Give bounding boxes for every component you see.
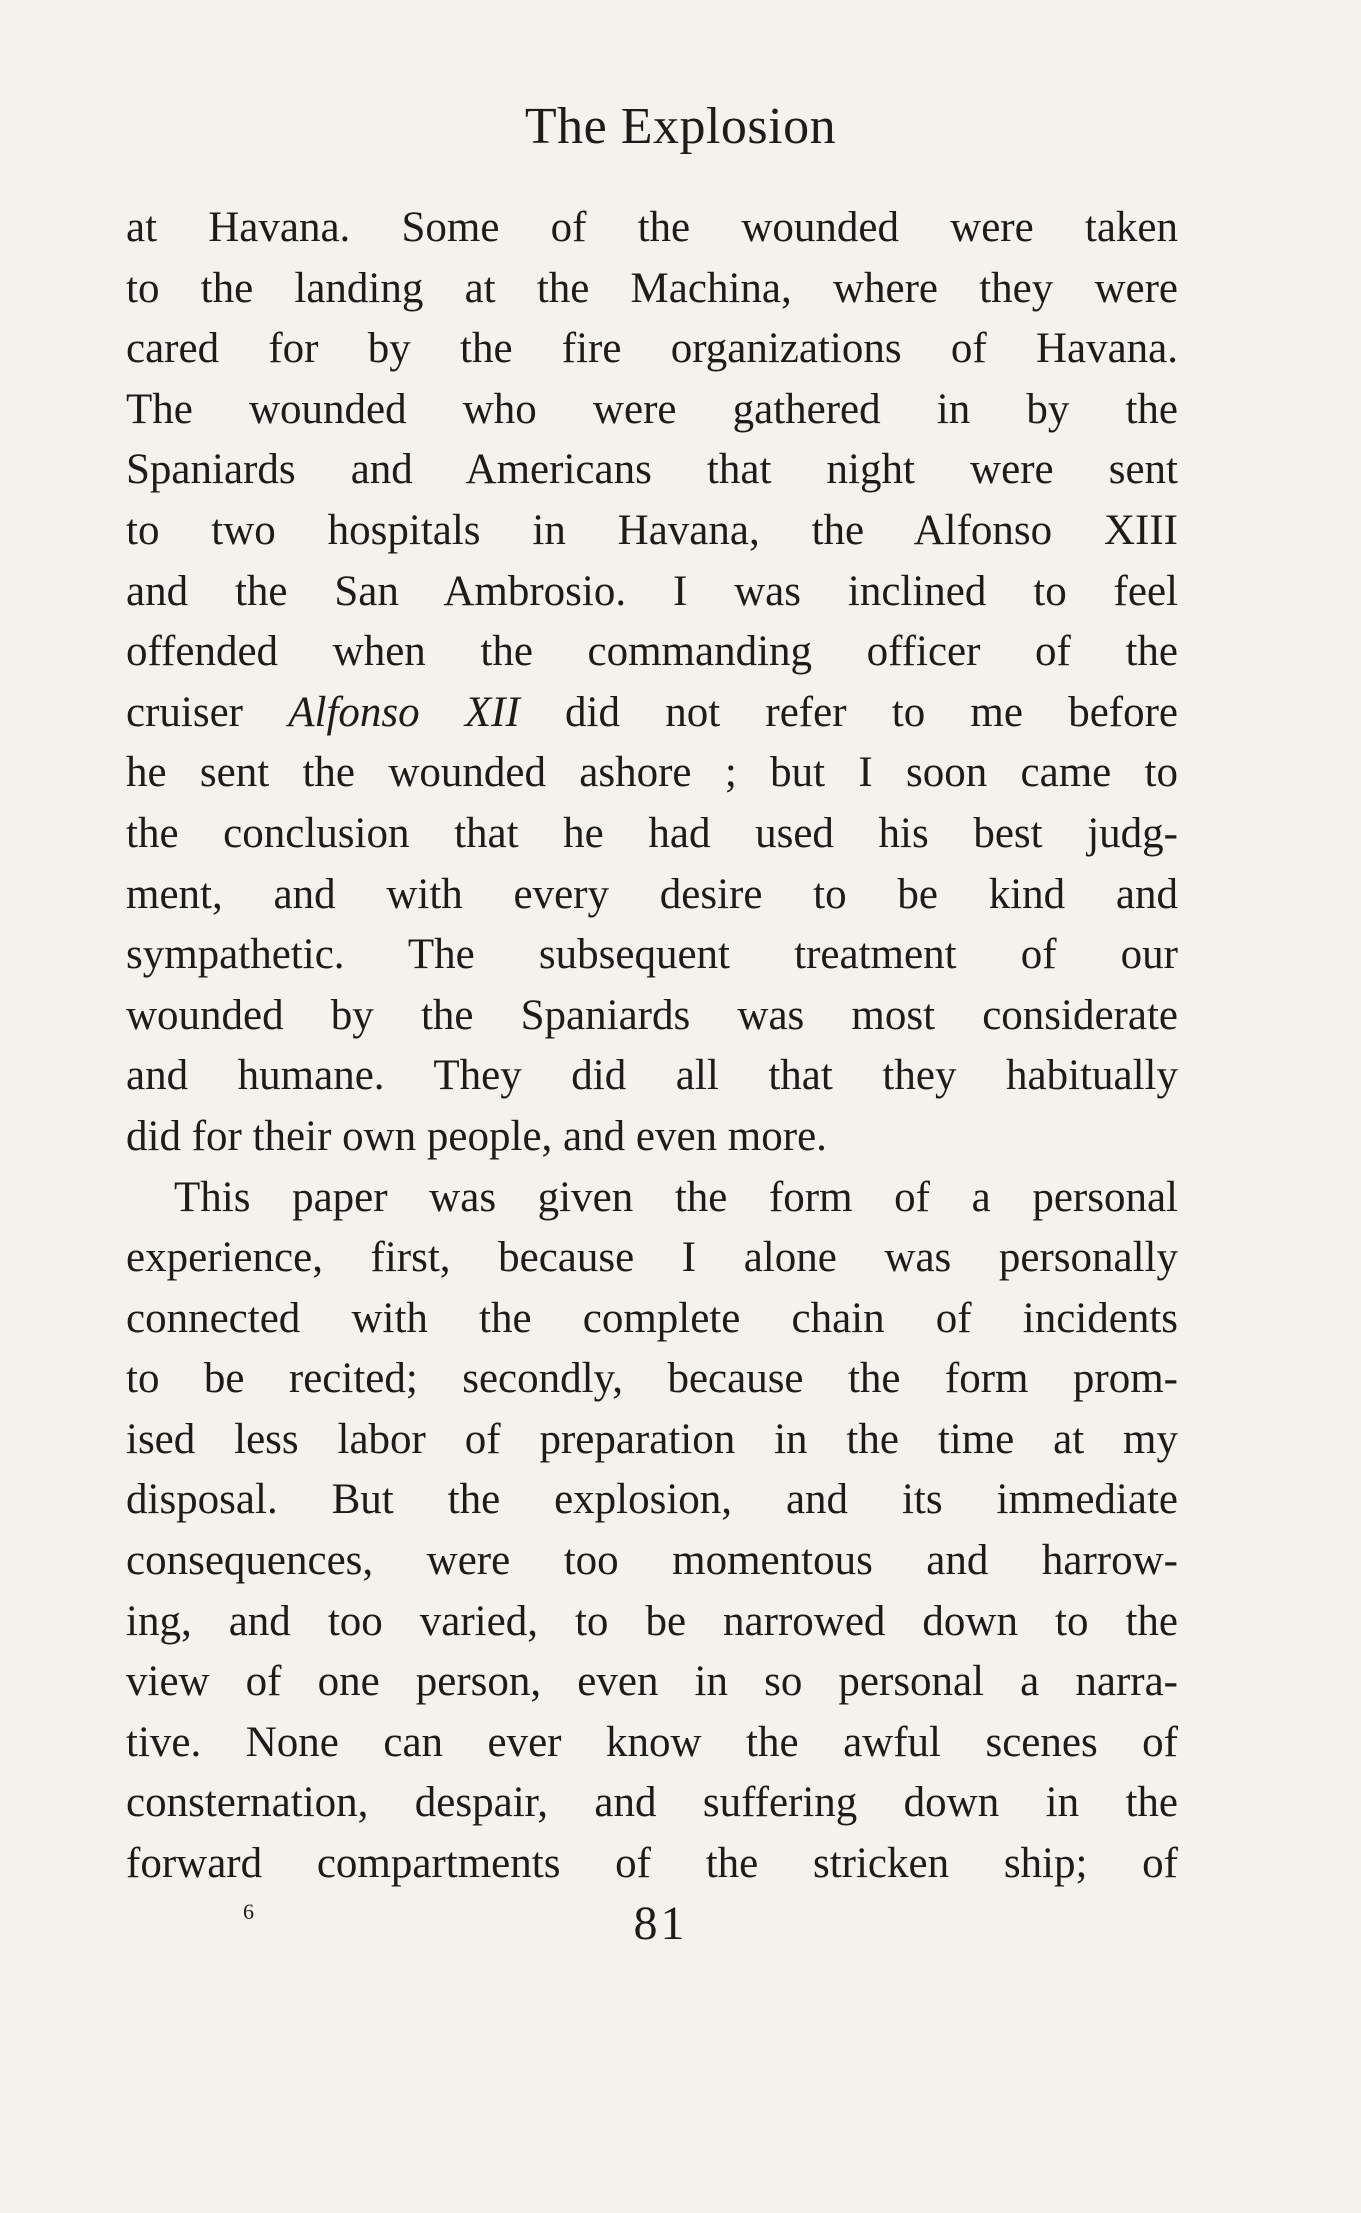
text-line: wounded by the Spaniards was most considerate	[126, 991, 1178, 1039]
line-post-text: did not refer to me before	[519, 688, 1178, 736]
text-line: the conclusion that he had used his best judg-	[126, 809, 1178, 857]
text-line: ing, and too varied, to be narrowed down to the	[126, 1597, 1178, 1645]
text-line: disposal. But the explosion, and its immediate	[126, 1476, 1178, 1524]
text-line: to be recited; secondly, because the form prom-	[126, 1355, 1178, 1403]
page-number: 81	[633, 1897, 688, 1950]
ship-name-italic: Alfonso XII	[288, 688, 520, 736]
text-line-with-italic	[126, 683, 1178, 744]
paragraph-end-line: did for their own people, and even more.	[126, 1112, 827, 1160]
text-line: and the San Ambrosio. I was inclined to feel	[126, 567, 1178, 615]
text-line: Spaniards and Americans that night were sent	[126, 446, 1178, 494]
text-line: consternation, despair, and suffering down in the	[126, 1779, 1178, 1827]
paragraph-start-line: This paper was given the form of a personal	[174, 1173, 1178, 1221]
text-line: The wounded who were gathered in by the	[126, 385, 1178, 433]
text-line: connected with the complete chain of incidents	[126, 1294, 1178, 1342]
text-line: ised less labor of preparation in the time at my	[126, 1415, 1178, 1463]
text-line: tive. None can ever know the awful scenes of	[126, 1718, 1178, 1766]
text-line: ment, and with every desire to be kind and	[126, 870, 1178, 918]
text-line: consequences, were too momentous and harrow-	[126, 1537, 1178, 1585]
line-pre-text: cruiser	[126, 688, 289, 736]
page-footer	[0, 1892, 1361, 1962]
text-line: and humane. They did all that they habitually	[126, 1052, 1178, 1100]
text-line: cared for by the fire organizations of Havana.	[126, 325, 1178, 373]
body-text	[126, 198, 1178, 1895]
text-line: experience, first, because I alone was personally	[126, 1234, 1178, 1282]
text-line: to two hospitals in Havana, the Alfonso XIII	[126, 506, 1178, 554]
text-line: forward compartments of the stricken ship; of	[126, 1840, 1178, 1888]
signature-mark: 6	[243, 1899, 254, 1924]
running-title: The Explosion	[524, 98, 837, 155]
text-line: view of one person, even in so personal a narra-	[126, 1658, 1178, 1706]
text-line: he sent the wounded ashore ; but I soon came to	[126, 749, 1178, 797]
text-line: sympathetic. The subsequent treatment of our	[126, 931, 1178, 979]
text-line: at Havana. Some of the wounded were taken	[126, 204, 1178, 251]
text-line: offended when the commanding officer of the	[126, 628, 1178, 676]
text-line: to the landing at the Machina, where they were	[126, 264, 1178, 312]
